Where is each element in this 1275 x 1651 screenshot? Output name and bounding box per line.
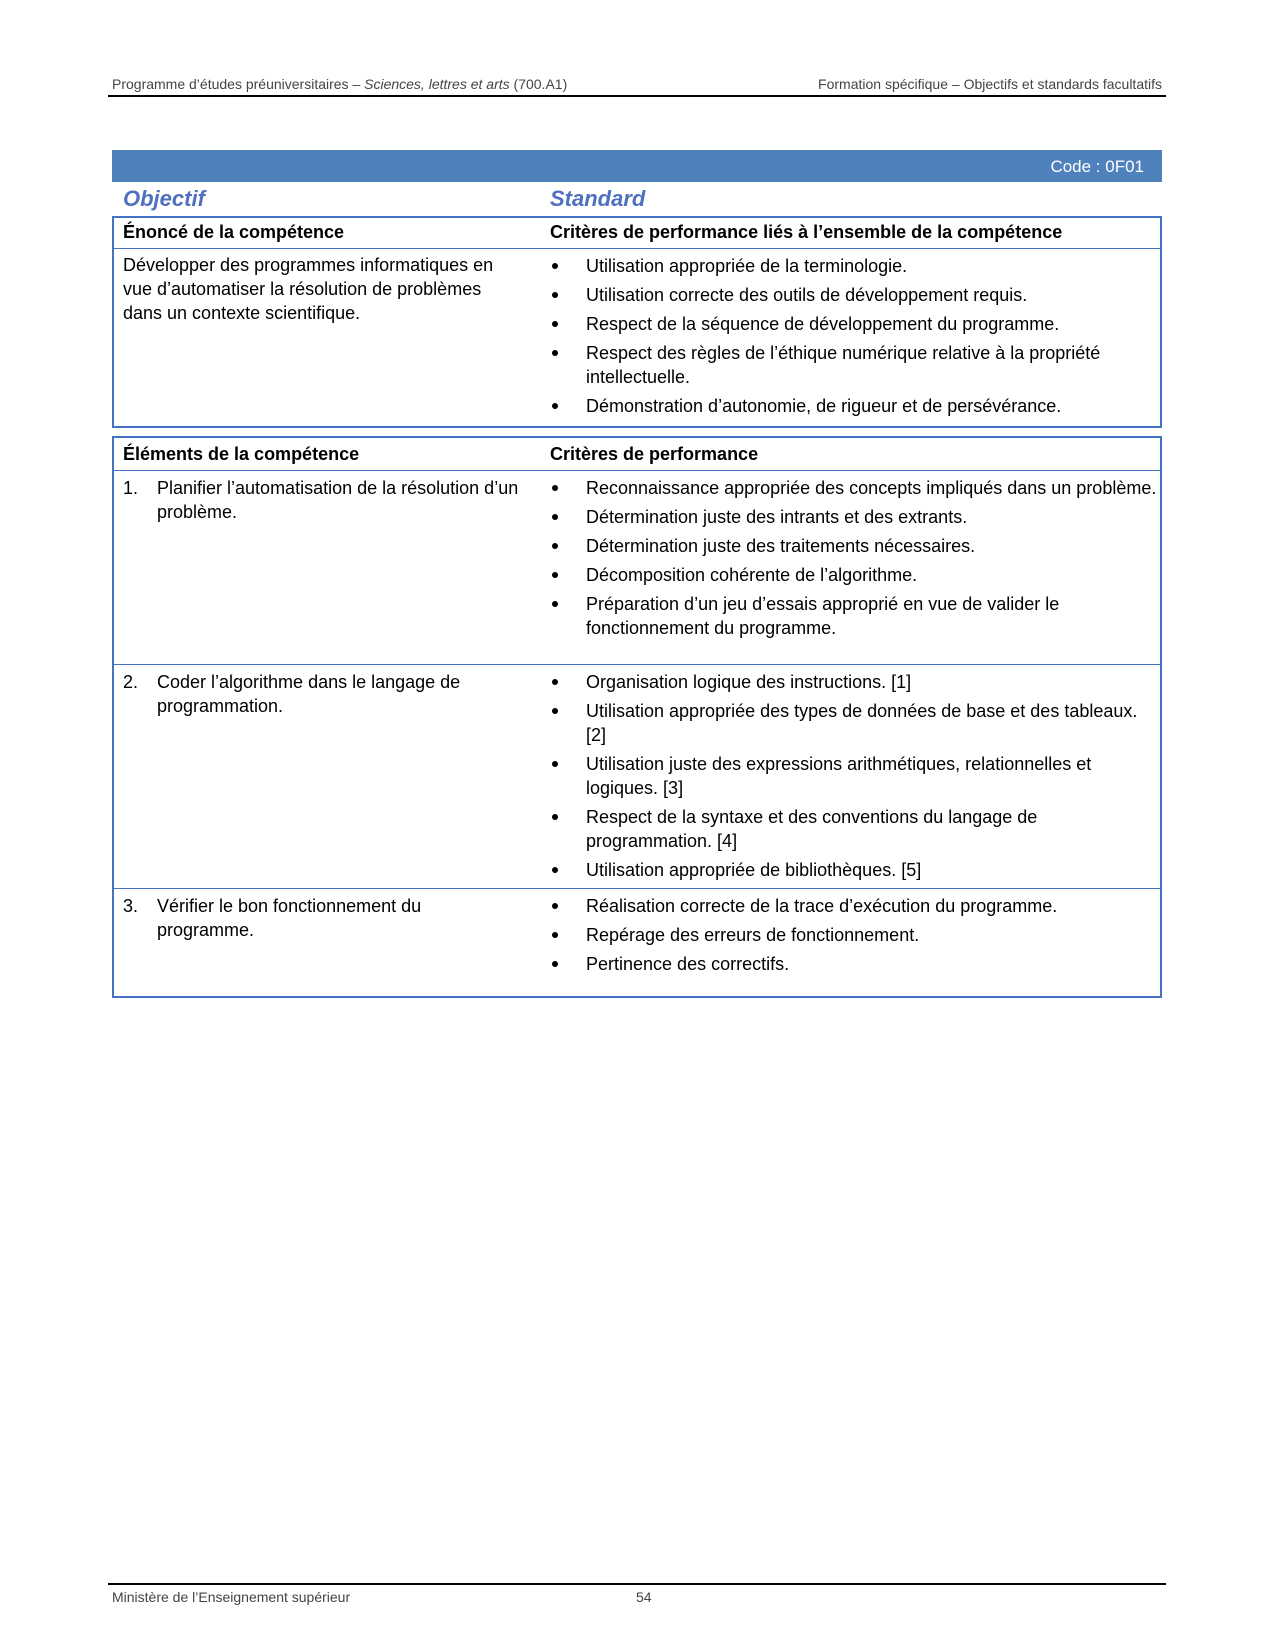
list-item: Démonstration d’autonomie, de rigueur et de persévérance. [550,394,1160,418]
competence-statement-table [112,216,1162,428]
list-item: Pertinence des correctifs. [550,952,1160,976]
element-text: Planifier l’automatisation de la résolution d’un problème. [157,478,519,522]
list-item: Respect de la syntaxe et des conventions du langage de programmation. [4] [550,805,1160,853]
criteres-ensemble-heading: Critères de performance liés à l’ensemble de la compétence [550,222,1063,242]
element-number: 3. [123,896,139,916]
list-item: Préparation d’un jeu d’essais approprié en vue de valider le fonctionnement du programme. [550,592,1160,640]
code-label: Code : 0F01 [1050,157,1144,176]
list-item: Décomposition cohérente de l’algorithme. [550,563,1160,587]
list-item: Respect de la séquence de développement du programme. [550,312,1160,336]
header-program: Programme d’études préuniversitaires – Sciences, lettres et arts (700.A1) [112,76,568,92]
header-divider [108,95,1166,97]
enonce-text: Développer des programmes informatiques en vue d’automatiser la résolution de problèmes dans un contexte scientifique. [123,255,494,323]
element-2-criteres [550,670,1160,887]
list-item: Utilisation appropriée des types de données de base et des tableaux. [2] [550,699,1160,747]
element-number: 2. [123,672,139,692]
list-item: Détermination juste des intrants et des extrants. [550,505,1160,529]
elements-table [112,436,1162,998]
objectif-title: Objectif [123,186,205,211]
element-text: Coder l’algorithme dans le langage de programmation. [157,672,461,716]
criteres-heading: Critères de performance [550,444,759,464]
footer-divider [108,1583,1166,1585]
standard-title: Standard [550,186,646,211]
enonce-heading: Énoncé de la compétence [123,222,345,242]
list-item: Utilisation appropriée de bibliothèques. [5] [550,858,1160,882]
list-item: Utilisation juste des expressions arithmétiques, relationnelles et logiques. [3] [550,752,1160,800]
list-item: Respect des règles de l’éthique numérique relative à la propriété intellectuelle. [550,341,1160,389]
element-number: 1. [123,478,139,498]
element-3-criteres [550,894,1160,981]
list-item: Repérage des erreurs de fonctionnement. [550,923,1160,947]
list-item: Reconnaissance appropriée des concepts impliqués dans un problème. [550,476,1160,500]
header-section: Formation spécifique – Objectifs et standards facultatifs [818,76,1162,92]
criteres-ensemble-list [550,254,1160,423]
code-bar [112,150,1162,182]
elements-heading: Éléments de la compétence [123,444,360,464]
footer-ministry: Ministère de l’Enseignement supérieur [112,1589,351,1605]
list-item: Réalisation correcte de la trace d’exécution du programme. [550,894,1160,918]
list-item: Utilisation appropriée de la terminologie. [550,254,1160,278]
list-item: Organisation logique des instructions. [1] [550,670,1160,694]
element-text: Vérifier le bon fonctionnement du programme. [157,896,422,940]
page-number: 54 [636,1589,652,1605]
element-1-criteres [550,476,1160,645]
list-item: Utilisation correcte des outils de développement requis. [550,283,1160,307]
list-item: Détermination juste des traitements nécessaires. [550,534,1160,558]
